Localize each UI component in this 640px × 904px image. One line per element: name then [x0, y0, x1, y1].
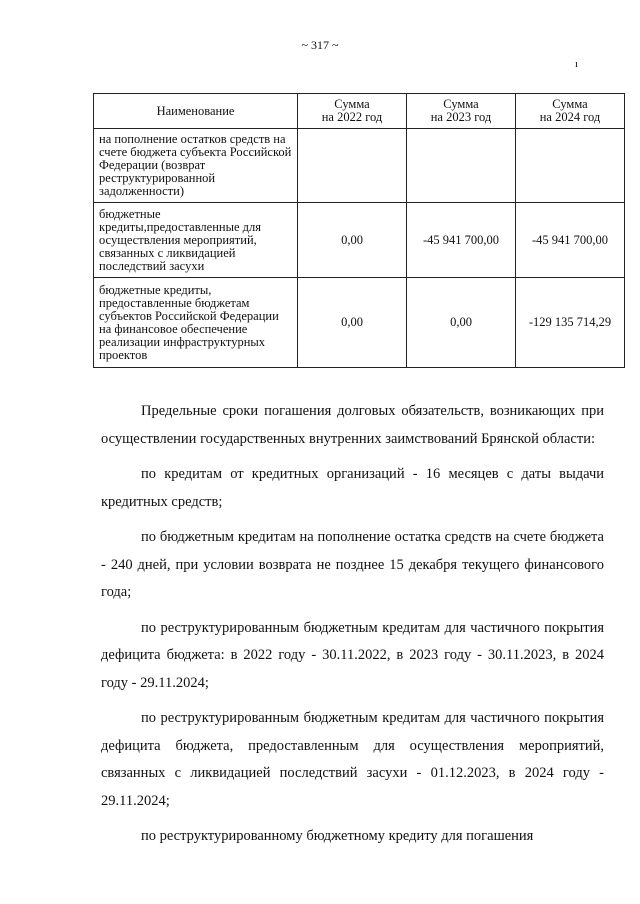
table-row [94, 278, 625, 368]
page-number: ~ 317 ~ [301, 38, 339, 52]
margin-mark: ı [575, 58, 579, 70]
table-row [94, 129, 625, 203]
row-value-2024 [516, 129, 625, 203]
paragraph: Предельные сроки погашения долговых обязательств, возникающих при осуществлении государственных внутренних заимствований Брянской области: [101, 403, 604, 447]
row-value-2023: 0,00 [407, 278, 516, 368]
row-value-2022: 0,00 [298, 203, 407, 278]
row-value-2023 [407, 129, 516, 203]
row-name: на пополнение остатков средств на счете бюджета субъекта Российской Федерации (возврат реструктурированной задолженности) [94, 129, 298, 203]
budget-table [93, 93, 625, 368]
header-2024: Сумма на 2024 год [516, 94, 625, 129]
table-row [94, 203, 625, 278]
row-value-2023: -45 941 700,00 [407, 203, 516, 278]
row-name: бюджетные кредиты, предоставленные бюджетам субъектов Российской Федерации на финансовое обеспечение реализации инфраструктурных проектов [94, 278, 298, 368]
paragraph: по кредитам от кредитных организаций - 16 месяцев с даты выдачи кредитных средств; [101, 466, 604, 510]
paragraph: по реструктурированным бюджетным кредитам для частичного покрытия дефицита бюджета, предоставленным для осуществления мероприятий, связанных с ликвидацией последствий засухи - 01.12.2023, в 2024 году - 29.11.2024; [101, 710, 604, 809]
row-value-2022 [298, 129, 407, 203]
header-2023: Сумма на 2023 год [407, 94, 516, 129]
header-name: Наименование [94, 94, 298, 129]
row-value-2022: 0,00 [298, 278, 407, 368]
paragraph: по реструктурированному бюджетному кредиту для погашения [141, 828, 534, 844]
row-value-2024: -45 941 700,00 [516, 203, 625, 278]
row-name: бюджетные кредиты,предоставленные для осуществления мероприятий, связанных с ликвидацией последствий засухи [94, 203, 298, 278]
table-header-row [94, 94, 625, 129]
row-value-2024: -129 135 714,29 [516, 278, 625, 368]
body-text [101, 398, 604, 851]
paragraph: по реструктурированным бюджетным кредитам для частичного покрытия дефицита бюджета: в 2022 году - 30.11.2022, в 2023 году - 30.11.2023, в 2024 году - 29.11.2024; [101, 619, 604, 691]
header-2022: Сумма на 2022 год [298, 94, 407, 129]
paragraph: по бюджетным кредитам на пополнение остатка средств на счете бюджета - 240 дней, при условии возврата не позднее 15 декабря текущего финансового года; [101, 529, 604, 600]
